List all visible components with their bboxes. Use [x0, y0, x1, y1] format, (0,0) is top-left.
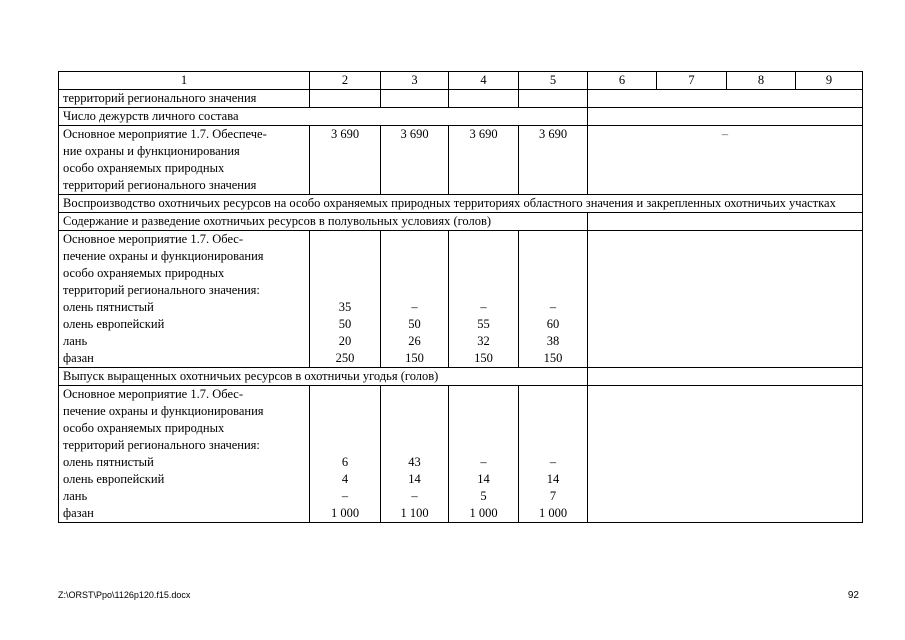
page-number: 92 — [847, 590, 859, 601]
header-col-7: 7 — [657, 72, 727, 90]
table-row — [59, 386, 863, 523]
section-heading: Воспроизводство охотничьих ресурсов на особо охраняемых природных территориях областного значения и закрепленных охотничьих участках — [59, 195, 863, 213]
value-cell: 6 4 – 1 000 — [310, 386, 381, 523]
header-col-6: 6 — [588, 72, 657, 90]
subheading-duty: Число дежурств личного состава — [59, 108, 588, 126]
header-col-2: 2 — [310, 72, 381, 90]
value-cell: – 55 32 150 — [449, 231, 519, 368]
header-col-8: 8 — [727, 72, 796, 90]
table-row — [59, 108, 863, 126]
table-row — [59, 213, 863, 231]
row-label: территорий регионального значения — [59, 90, 310, 108]
value-cell: – 50 26 150 — [381, 231, 449, 368]
header-row — [59, 72, 863, 90]
value-cell: 3 690 — [519, 126, 588, 195]
subheading-keeping: Содержание и разведение охотничьих ресурсов в полувольных условиях (голов) — [59, 213, 588, 231]
table-row — [59, 126, 863, 195]
value-cell: 3 690 — [310, 126, 381, 195]
row-label: Основное мероприятие 1.7. Обеспече- ние охраны и функционирования особо охраняемых природных территорий регионального значения — [59, 126, 310, 195]
value-cell: – 60 38 150 — [519, 231, 588, 368]
program-indicators-table — [58, 71, 863, 523]
value-cell: 35 50 20 250 — [310, 231, 381, 368]
row-label: Основное мероприятие 1.7. Обес- печение охраны и функционирования особо охраняемых природных территорий регионального значения: олень пятнистый олень европейский лань фазан — [59, 386, 310, 523]
value-cell: – 14 5 1 000 — [449, 386, 519, 523]
header-col-4: 4 — [449, 72, 519, 90]
value-cell: – 14 7 1 000 — [519, 386, 588, 523]
header-col-1: 1 — [59, 72, 310, 90]
header-col-5: 5 — [519, 72, 588, 90]
value-cell-merged: – — [588, 126, 863, 195]
file-path: Z:\ORST\Ppo\1126p120.f15.docx — [58, 590, 191, 600]
table-row — [59, 368, 863, 386]
header-col-9: 9 — [796, 72, 863, 90]
table-row — [59, 90, 863, 108]
table-row — [59, 195, 863, 213]
header-col-3: 3 — [381, 72, 449, 90]
value-cell: 3 690 — [381, 126, 449, 195]
subheading-release: Выпуск выращенных охотничьих ресурсов в охотничьи угодья (голов) — [59, 368, 588, 386]
table-row — [59, 231, 863, 368]
value-cell: 3 690 — [449, 126, 519, 195]
row-label: Основное мероприятие 1.7. Обес- печение охраны и функционирования особо охраняемых природных территорий регионального значения: олень пятнистый олень европейский лань фазан — [59, 231, 310, 368]
value-cell: 43 14 – 1 100 — [381, 386, 449, 523]
